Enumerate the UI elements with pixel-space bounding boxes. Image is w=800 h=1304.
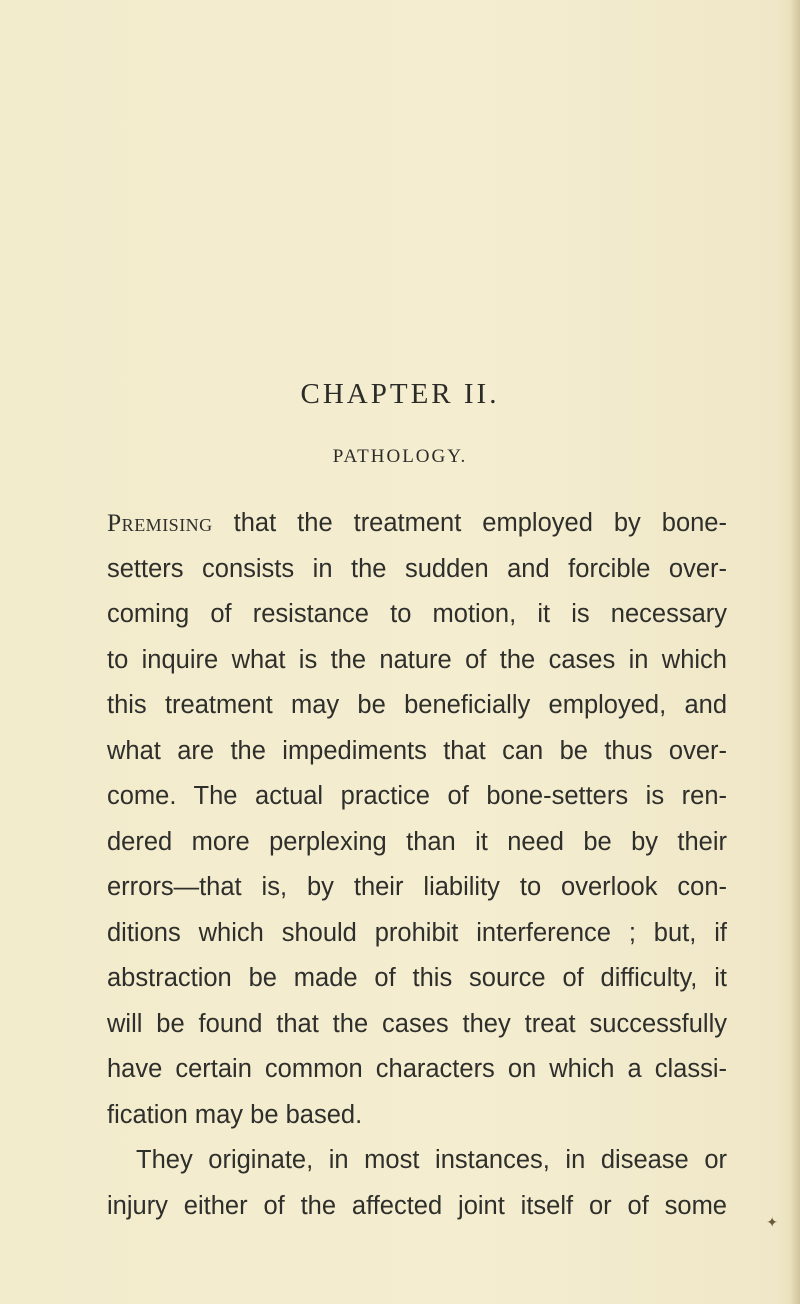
text-line: Premising that the treatment employed by bone- xyxy=(107,508,727,537)
body-text xyxy=(107,500,727,1229)
text-line: abstraction be made of this source of difficulty, it xyxy=(107,964,727,992)
text-line: setters consists in the sudden and forcible over- xyxy=(107,554,727,583)
text-line: injury either of the affected joint itself or of some xyxy=(107,1191,727,1220)
text-line: will be found that the cases they treat successfully xyxy=(107,1009,727,1038)
text-line: They originate, in most instances, in disease or xyxy=(136,1146,727,1174)
text-line: coming of resistance to motion, it is necessary xyxy=(107,600,727,628)
text-line: dered more perplexing than it need be by their xyxy=(107,827,727,856)
lead-word: Premising xyxy=(107,508,213,537)
text-line: come. The actual practice of bone-setters is ren- xyxy=(107,782,727,810)
chapter-title: CHAPTER II. xyxy=(300,378,500,410)
text-line: fication may be based. xyxy=(107,1100,363,1129)
text-line: ditions which should prohibit interference ; but, if xyxy=(107,918,727,947)
text-line: to inquire what is the nature of the cases in which xyxy=(107,645,727,674)
text-line: have certain common characters on which a classi- xyxy=(107,1055,727,1083)
text-line: this treatment may be beneficially employed, and xyxy=(107,691,727,719)
library-stamp-icon: ✦ xyxy=(766,1216,778,1231)
text-line: what are the impediments that can be thus over- xyxy=(107,736,727,765)
text-line: errors—that is, by their liability to overlook con- xyxy=(107,873,727,901)
section-title: PATHOLOGY. xyxy=(332,446,468,467)
page-edge-shadow xyxy=(790,0,800,1304)
